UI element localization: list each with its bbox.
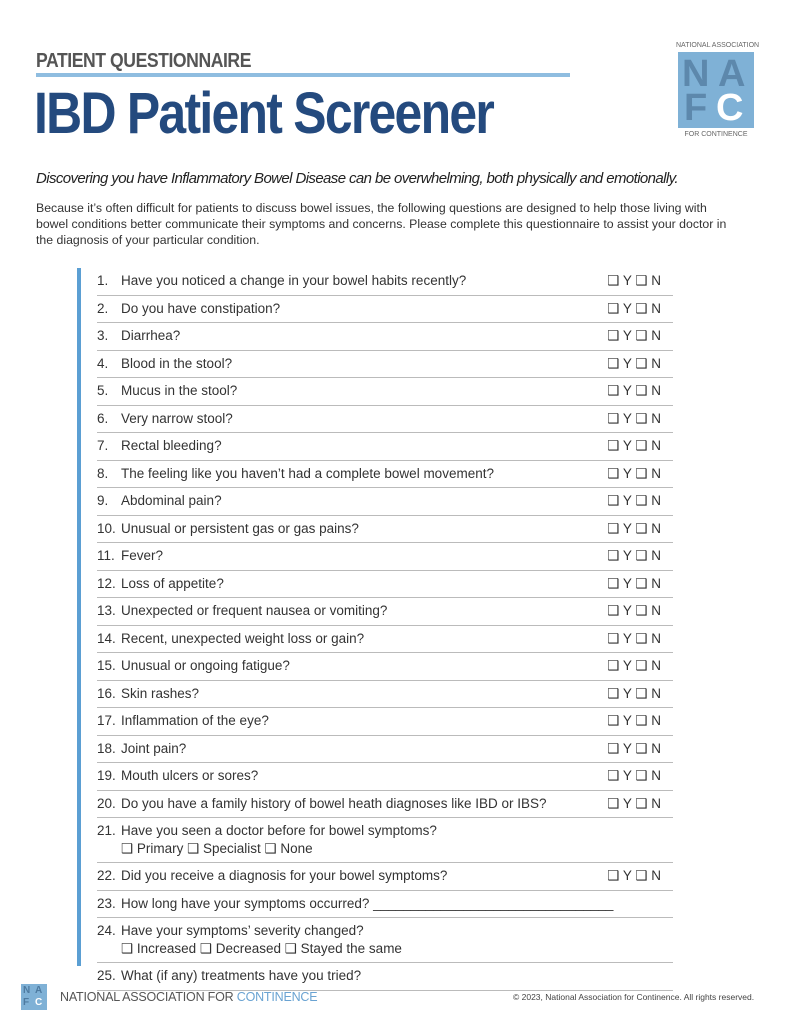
question-row (97, 763, 673, 791)
page-title: IBD Patient Screener (34, 81, 494, 146)
question-line (97, 630, 673, 648)
question-row (97, 653, 673, 681)
question-number: 3. (97, 328, 109, 343)
question-text: Unexpected or frequent nausea or vomiting? (121, 603, 388, 618)
question-line (97, 327, 673, 345)
question-row (97, 818, 673, 863)
question-row (97, 891, 673, 919)
question-text: Unusual or persistent gas or gas pains? (121, 520, 359, 536)
footer-org-name (60, 990, 317, 1004)
question-row (97, 626, 673, 654)
question-text: Inflammation of the eye? (121, 713, 269, 728)
question-text: Have you seen a doctor before for bowel symptoms? (121, 823, 437, 838)
yes-no-checkboxes[interactable]: ❑ Y ❑ N (607, 768, 661, 783)
question-text: Diarrhea? (121, 328, 181, 343)
kicker: PATIENT QUESTIONNAIRE (36, 50, 252, 72)
question-number: 5. (97, 383, 109, 398)
question-text: Very narrow stool? (121, 410, 233, 426)
question-number: 7. (97, 438, 109, 453)
yes-no-checkboxes[interactable]: ❑ Y ❑ N (607, 328, 661, 343)
yes-no-checkboxes[interactable]: ❑ Y ❑ N (607, 410, 661, 426)
question-line (97, 547, 673, 565)
logo-bottom-text: FOR CONTINENCE (684, 131, 748, 138)
question-line (97, 602, 673, 620)
yes-no-checkboxes[interactable]: ❑ Y ❑ N (607, 548, 661, 563)
question-text: Unusual or ongoing fatigue? (121, 658, 290, 673)
question-number: 20. (97, 795, 116, 811)
footer-name-highlight: CONTINENCE (236, 990, 318, 1004)
footer-name-main: NATIONAL ASSOCIATION FOR (60, 990, 237, 1004)
question-line (97, 520, 673, 538)
question-row (97, 296, 673, 324)
question-row (97, 351, 673, 379)
question-line (97, 272, 673, 290)
answer-options[interactable]: ❑ Increased ❑ Decreased ❑ Stayed the same (121, 940, 402, 956)
header-rule (36, 73, 570, 77)
question-row (97, 516, 673, 544)
question-number: 23. (97, 895, 116, 911)
question-line (97, 967, 673, 985)
question-text: Mouth ulcers or sores? (121, 768, 259, 783)
question-number: 15. (97, 658, 116, 673)
question-text: How long have your symptoms occurred? ________________________________ (121, 895, 614, 911)
logo-letter: N (682, 53, 710, 95)
copyright: © 2023, National Association for Continence. All rights reserved. (513, 992, 755, 1002)
question-number: 17. (97, 713, 116, 728)
question-number: 8. (97, 465, 109, 481)
logo-letter: C (716, 87, 744, 129)
question-row (97, 406, 673, 434)
question-text: Have your symptoms’ severity changed? (121, 923, 364, 938)
question-number: 4. (97, 355, 109, 371)
logo-letter: F (23, 997, 30, 1008)
question-line (97, 410, 673, 428)
question-row (97, 488, 673, 516)
logo-letter: F (684, 87, 708, 129)
question-row (97, 736, 673, 764)
question-row (97, 708, 673, 736)
question-number: 25. (97, 968, 116, 983)
question-row (97, 461, 673, 489)
question-row (97, 543, 673, 571)
yes-no-checkboxes[interactable]: ❑ Y ❑ N (607, 493, 661, 508)
question-line (97, 822, 673, 840)
question-line (97, 492, 673, 510)
question-line (97, 575, 673, 593)
question-line (97, 767, 673, 785)
question-text: The feeling like you haven’t had a complete bowel movement? (121, 465, 494, 481)
question-row (97, 323, 673, 351)
question-number: 12. (97, 575, 116, 591)
yes-no-checkboxes[interactable]: ❑ Y ❑ N (607, 603, 661, 618)
question-line (97, 437, 673, 455)
question-row (97, 681, 673, 709)
question-line (97, 795, 673, 813)
question-line (97, 867, 673, 885)
question-text: Rectal bleeding? (121, 438, 222, 453)
question-line (97, 712, 673, 730)
yes-no-checkboxes[interactable]: ❑ Y ❑ N (607, 465, 661, 481)
yes-no-checkboxes[interactable]: ❑ Y ❑ N (607, 438, 661, 453)
question-number: 13. (97, 603, 116, 618)
yes-no-checkboxes[interactable]: ❑ Y ❑ N (607, 355, 661, 371)
question-line (97, 300, 673, 318)
answer-options[interactable]: ❑ Primary ❑ Specialist ❑ None (121, 840, 313, 856)
yes-no-checkboxes[interactable]: ❑ Y ❑ N (607, 795, 661, 811)
question-number: 18. (97, 740, 116, 756)
question-text: Fever? (121, 548, 164, 563)
footer-logo (21, 984, 47, 1010)
yes-no-checkboxes[interactable]: ❑ Y ❑ N (607, 520, 661, 536)
question-row (97, 791, 673, 819)
logo-letter: A (35, 985, 43, 996)
intro-text: Discovering you have Inflammatory Bowel Disease can be overwhelming, both physically and emotionally. (36, 170, 678, 187)
question-line (97, 465, 673, 483)
yes-no-checkboxes[interactable]: ❑ Y ❑ N (607, 658, 661, 673)
question-number: 22. (97, 868, 116, 883)
question-text: Abdominal pain? (121, 493, 222, 508)
question-text: Do you have constipation? (121, 300, 281, 316)
question-row (97, 268, 673, 296)
question-row (97, 378, 673, 406)
question-number: 19. (97, 768, 116, 783)
question-text: Did you receive a diagnosis for your bowel symptoms? (121, 868, 448, 883)
question-text: Mucus in the stool? (121, 383, 238, 398)
question-number: 14. (97, 630, 116, 646)
question-text: Blood in the stool? (121, 355, 233, 371)
question-line (97, 740, 673, 758)
yes-no-checkboxes[interactable]: ❑ Y ❑ N (607, 300, 661, 316)
question-row (97, 863, 673, 891)
yes-no-checkboxes[interactable]: ❑ Y ❑ N (607, 630, 661, 646)
question-text: What (if any) treatments have you tried? (121, 968, 362, 983)
question-line (97, 657, 673, 675)
question-line (97, 895, 673, 913)
question-text: Skin rashes? (121, 685, 200, 701)
accent-bar (77, 268, 81, 966)
question-number: 11. (97, 548, 115, 563)
question-text: Joint pain? (121, 740, 187, 756)
logo-top-text: NATIONAL ASSOCIATION (676, 42, 760, 49)
question-line (97, 355, 673, 373)
description: Because it’s often difficult for patients to discuss bowel issues, the following questions are designed to help those living with bowel conditions better communicate their symptoms and concerns. Please complete this questionnaire to assist your doctor in the diagnosis of your particular condition. (36, 201, 727, 247)
yes-no-checkboxes[interactable]: ❑ Y ❑ N (607, 383, 661, 398)
yes-no-checkboxes[interactable]: ❑ Y ❑ N (607, 713, 661, 728)
question-line (97, 382, 673, 400)
yes-no-checkboxes[interactable]: ❑ Y ❑ N (607, 685, 661, 701)
question-number: 16. (97, 685, 116, 701)
logo-letter: C (35, 997, 43, 1008)
question-line (97, 922, 673, 940)
question-text: Loss of appetite? (121, 575, 224, 591)
yes-no-checkboxes[interactable]: ❑ Y ❑ N (607, 740, 661, 756)
logo-letter: A (718, 53, 746, 95)
question-text: Have you noticed a change in your bowel habits recently? (121, 273, 467, 288)
question-number: 10. (97, 520, 116, 536)
question-text: Recent, unexpected weight loss or gain? (121, 630, 365, 646)
question-number: 24. (97, 923, 116, 938)
question-row (97, 963, 673, 991)
yes-no-checkboxes[interactable]: ❑ Y ❑ N (607, 575, 661, 591)
question-text: Do you have a family history of bowel heath diagnoses like IBD or IBS? (121, 795, 547, 811)
question-line (97, 685, 673, 703)
question-number: 21. (97, 823, 116, 838)
question-number: 1. (97, 273, 109, 288)
nafc-logo (676, 42, 760, 138)
question-number: 2. (97, 300, 109, 316)
question-row (97, 598, 673, 626)
question-row (97, 571, 673, 599)
yes-no-checkboxes[interactable]: ❑ Y ❑ N (607, 273, 661, 288)
logo-box (678, 52, 754, 128)
yes-no-checkboxes[interactable]: ❑ Y ❑ N (607, 868, 661, 883)
question-row (97, 918, 673, 963)
question-number: 9. (97, 493, 109, 508)
logo-letter: N (23, 985, 31, 996)
question-row (97, 433, 673, 461)
question-number: 6. (97, 410, 109, 426)
question-list (97, 268, 673, 991)
